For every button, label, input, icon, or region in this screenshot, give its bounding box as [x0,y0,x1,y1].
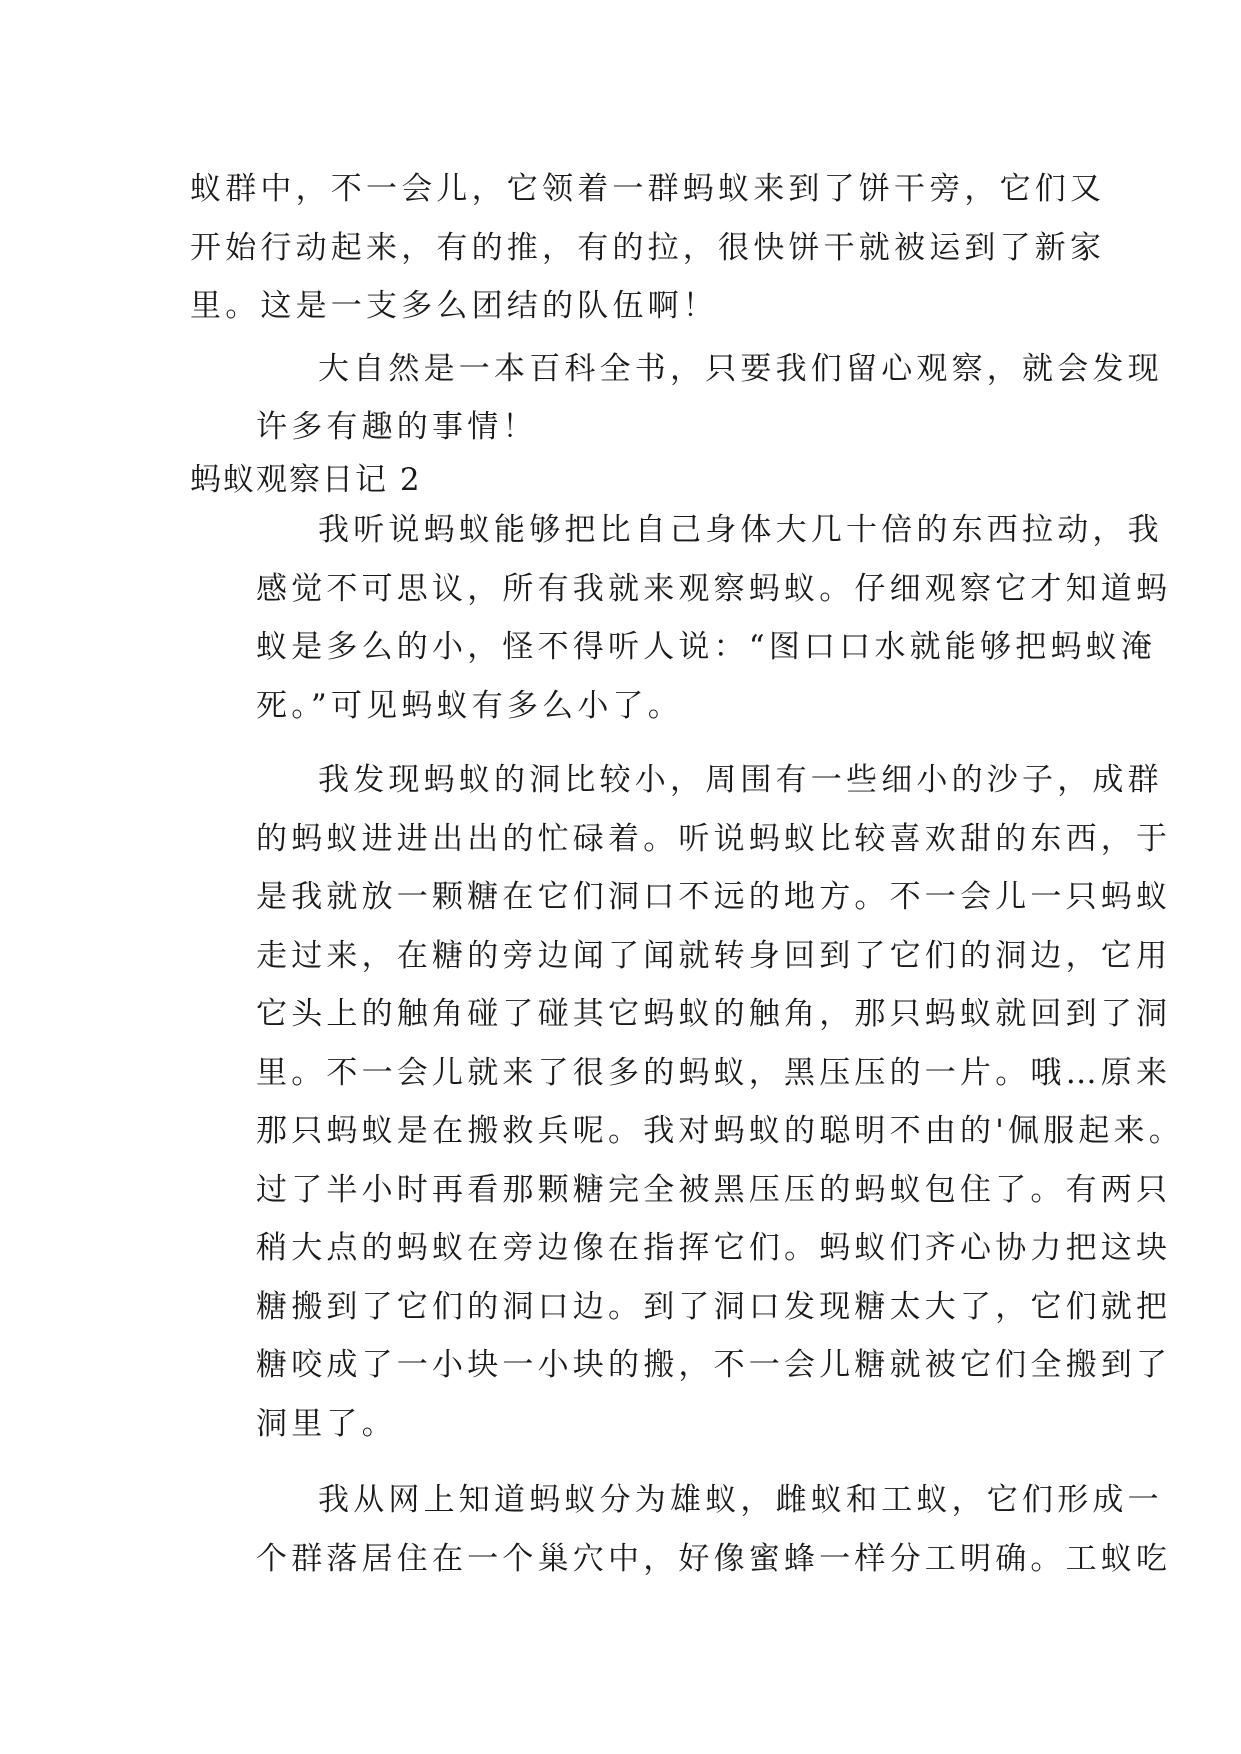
text-line: 它头上的触角碰了碰其它蚂蚁的触角，那只蚂蚁就回到了洞 [256,996,1172,1032]
text-line: 稍大点的蚂蚁在旁边像在指挥它们。蚂蚁们齐心协力把这块 [256,1230,1172,1266]
text-line: 蚂蚁观察日记 2 [190,461,422,498]
document-body [190,160,1184,1588]
text-line: 糖搬到了它们的洞口边。到了洞口发现糖太大了，它们就把 [256,1288,1172,1325]
paragraph [190,751,1184,1453]
text-line: 死。”可见蚂蚁有多么小了。 [256,687,683,724]
text-line: 个群落居住在一个巢穴中，好像蜜蜂一样分工明确。工蚁吃 [256,1540,1172,1577]
text-line: 的蚂蚁进进出出的忙碌着。听说蚂蚁比较喜欢甜的东西，于 [256,820,1172,857]
text-line: 许多有趣的事情！ [256,409,538,445]
paragraph [190,340,1163,457]
paragraph [190,501,1172,735]
text-line: 我听说蚂蚁能够把比自己身体大几十倍的东西拉动，我 [318,512,1163,548]
text-line: 是我就放一颗糖在它们洞口不远的地方。不一会儿一只蚂蚁 [256,879,1172,915]
text-line: 洞里了。 [256,1405,397,1442]
text-line: 里。不一会儿就来了很多的蚂蚁，黑压压的一片。哦…原来 [256,1054,1172,1091]
text-line: 那只蚂蚁是在搬救兵呢。我对蚂蚁的聪明不由的'佩服起来。 [256,1113,1184,1149]
text-line: 大自然是一本百科全书，只要我们留心观察，就会发现 [318,350,1163,387]
text-line: 走过来，在糖的旁边闻了闻就转身回到了它们的洞边，它用 [256,937,1172,974]
text-line: 蚁是多么的小，怪不得听人说：“图口口水就能够把蚂蚁淹 [256,629,1157,665]
text-line: 里。这是一支多么团结的队伍啊！ [190,288,718,324]
text-line: 蚁群中，不一会儿，它领着一群蚂蚁来到了饼干旁，它们又 [190,171,1106,207]
text-line: 感觉不可思议，所有我就来观察蚂蚁。仔细观察它才知道蚂 [256,570,1172,607]
paragraph [190,160,1106,336]
paragraph [190,1471,1172,1588]
text-line: 过了半小时再看那颗糖完全被黑压压的蚂蚁包住了。有两只 [256,1171,1172,1208]
text-line: 我从网上知道蚂蚁分为雄蚁，雌蚁和工蚁，它们形成一 [318,1482,1163,1518]
text-line: 糖咬成了一小块一小块的搬，不一会儿糖就被它们全搬到了 [256,1347,1172,1383]
text-line: 开始行动起来，有的推，有的拉，很快饼干就被运到了新家 [190,229,1106,266]
text-line: 我发现蚂蚁的洞比较小，周围有一些细小的沙子，成群 [318,762,1163,798]
